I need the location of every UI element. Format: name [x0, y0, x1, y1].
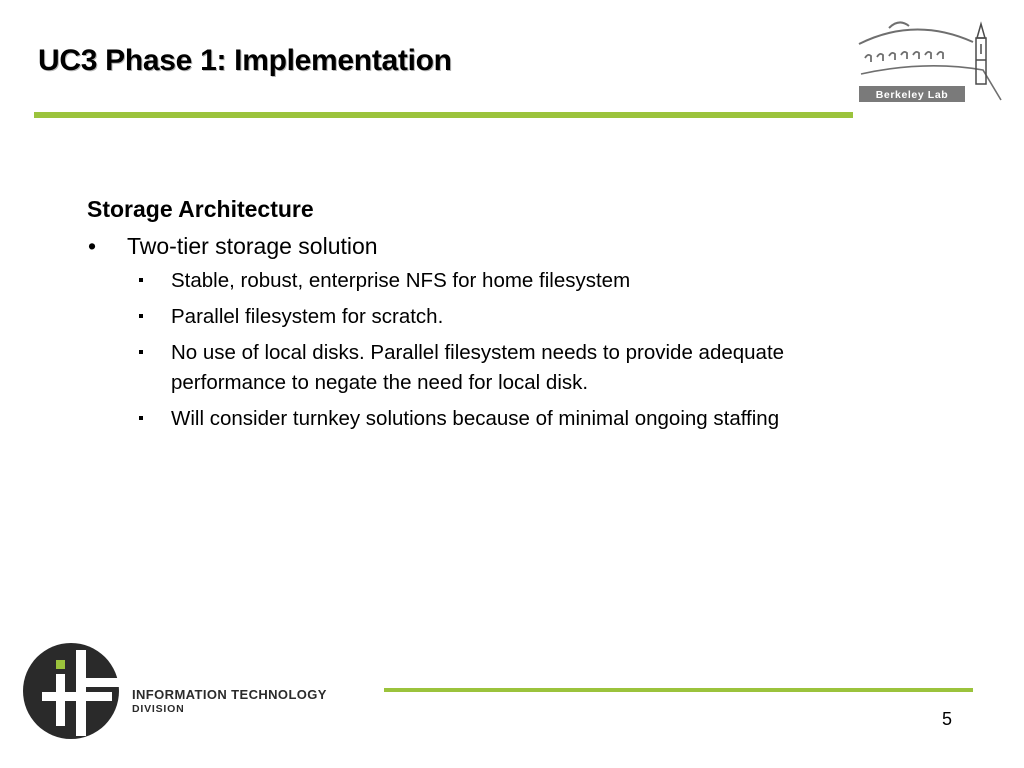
page-number: 5 — [942, 709, 953, 729]
sub-bullet-text: Stable, robust, enterprise NFS for home filesystem — [171, 269, 631, 292]
sub-bullet-item — [87, 404, 867, 434]
square-bullet-icon — [87, 266, 171, 296]
slide-body — [87, 196, 867, 440]
bullet-marker: • — [88, 233, 97, 259]
sub-bullet-text: Parallel filesystem for scratch. — [171, 305, 444, 328]
sub-bullet-item — [87, 302, 867, 332]
footer-divider — [384, 688, 973, 692]
footer-divider-bar — [384, 688, 973, 692]
sub-bullet-text: Will consider turnkey solutions because of minimal ongoing staffing — [171, 407, 780, 430]
sub-bullet-text: No use of local disks. Parallel filesystem needs to provide adequate performance to negate the need for local disk. — [171, 341, 785, 394]
it-division-wordmark — [132, 687, 327, 715]
section-heading: Storage Architecture — [87, 196, 314, 222]
it-division-line1: INFORMATION TECHNOLOGY — [132, 687, 327, 702]
square-bullet-icon — [87, 338, 171, 398]
bullet-text: Two-tier storage solution — [127, 233, 378, 259]
sub-bullet-item — [87, 338, 867, 398]
square-bullet-icon — [87, 404, 171, 434]
sub-bullet-item — [87, 266, 867, 296]
sub-bullet-list — [87, 266, 867, 434]
berkeley-lab-logo — [855, 14, 1005, 108]
title-divider-bar — [34, 112, 853, 118]
berkeley-lab-label: Berkeley Lab — [875, 89, 949, 101]
slide-title: UC3 Phase 1: Implementation — [38, 44, 452, 77]
it-division-logo-icon — [22, 642, 120, 740]
title-divider — [34, 112, 853, 118]
it-division-line2: DIVISION — [132, 703, 185, 715]
square-bullet-icon — [87, 302, 171, 332]
bullet-item — [87, 233, 867, 260]
